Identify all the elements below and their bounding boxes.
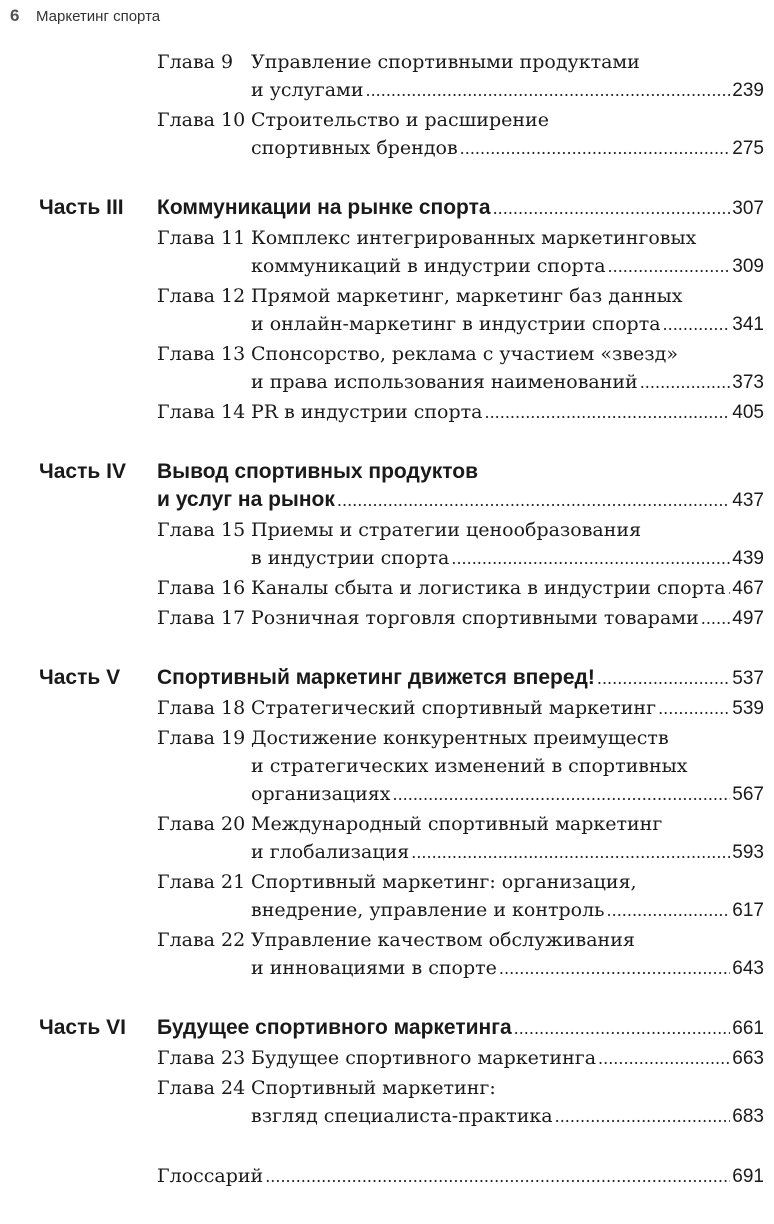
title-text: и инновациями в спорте — [251, 957, 497, 979]
toc-title-line: Спортивный маркетинг: организация, — [251, 871, 637, 893]
chapter-title — [251, 340, 764, 396]
title-text: Будущее спортивного маркетинга — [157, 1016, 512, 1039]
page-ref: 567 — [732, 784, 764, 805]
toc-title-line — [157, 1014, 764, 1042]
chapter-label: Глава 10 — [157, 109, 246, 131]
toc-title-line: Строительство и расширение — [251, 109, 549, 131]
leader-dots — [366, 77, 731, 105]
title-text: внедрение, управление и контроль — [251, 899, 605, 921]
toc-title-line: Приемы и стратегии ценообразования — [251, 519, 642, 541]
leader-dots — [608, 253, 731, 281]
table-of-contents — [0, 48, 774, 1190]
chapter-label: Глава 11 — [157, 227, 246, 249]
part-label: Часть VI — [39, 1016, 126, 1039]
page-number: 6 — [10, 6, 20, 25]
chapter-label: Глава 13 — [157, 343, 246, 365]
toc-title-line — [251, 252, 764, 280]
chapter-title — [251, 224, 764, 280]
leader-dots — [493, 195, 731, 223]
chapter-label: Глава 17 — [157, 607, 246, 629]
chapter-title — [251, 106, 764, 162]
leader-dots — [451, 545, 730, 573]
toc-part-entry[interactable] — [0, 664, 774, 692]
title-text: взгляд специалиста-практика — [251, 1105, 553, 1127]
title-text: и услуг на рынок — [157, 488, 335, 511]
title-text: и глобализация — [251, 841, 410, 863]
leader-dots — [485, 399, 731, 427]
toc-title-line: Управление спортивными продуктами — [251, 51, 640, 73]
chapter-label: Глава 20 — [157, 813, 246, 835]
title-text: и права использования наименований — [251, 371, 638, 393]
page-ref: 661 — [732, 1018, 764, 1039]
spacer — [0, 634, 774, 664]
title-text: коммуникаций в индустрии спорта — [251, 255, 606, 277]
toc-title-line — [251, 1102, 764, 1130]
chapter-title — [251, 282, 764, 338]
chapter-title — [251, 868, 764, 924]
part-label: Часть III — [39, 196, 124, 219]
page-ref: 373 — [732, 372, 764, 393]
page-ref: 275 — [732, 138, 764, 159]
toc-title-line: Прямой маркетинг, маркетинг баз данных — [251, 285, 683, 307]
toc-title-line — [251, 398, 764, 426]
toc-title-line — [251, 780, 764, 808]
toc-chapter-entry[interactable] — [0, 48, 774, 104]
part-title — [157, 664, 764, 692]
chapter-label: Глава 9 — [157, 51, 234, 73]
toc-title-line — [157, 664, 764, 692]
spacer — [0, 164, 774, 194]
leader-dots — [598, 1045, 730, 1073]
title-text: Спортивный маркетинг движется вперед! — [157, 666, 595, 689]
toc-chapter-entry[interactable] — [0, 574, 774, 602]
chapter-title — [251, 398, 764, 426]
toc-title-line: Достижение конкурентных преимуществ — [251, 727, 669, 749]
toc-title-line — [251, 76, 764, 104]
chapter-label: Глава 22 — [157, 929, 246, 951]
chapter-label: Глава 18 — [157, 697, 246, 719]
leader-dots — [499, 955, 730, 983]
toc-title-line — [251, 368, 764, 396]
toc-chapter-entry[interactable] — [0, 694, 774, 722]
toc-chapter-entry[interactable] — [0, 340, 774, 396]
toc-title-line — [251, 896, 764, 924]
chapter-title — [251, 694, 764, 722]
toc-title-line: Комплекс интегрированных маркетинговых — [251, 227, 697, 249]
title-text: организациях — [251, 783, 391, 805]
chapter-label: Глава 19 — [157, 727, 246, 749]
leader-dots — [555, 1103, 731, 1131]
toc-part-entry[interactable] — [0, 1014, 774, 1042]
toc-title-line — [157, 1162, 764, 1190]
toc-chapter-entry[interactable] — [0, 516, 774, 572]
chapter-label: Глава 15 — [157, 519, 246, 541]
title-text: Глоссарий — [157, 1165, 264, 1187]
toc-title-line: Международный спортивный маркетинг — [251, 813, 663, 835]
toc-title-line — [251, 838, 764, 866]
title-text: Стратегический спортивный маркетинг — [251, 697, 657, 719]
spacer — [0, 428, 774, 458]
leader-dots — [460, 135, 731, 163]
leader-dots — [640, 369, 731, 397]
toc-chapter-entry[interactable] — [0, 282, 774, 338]
chapter-label: Глава 14 — [157, 401, 246, 423]
chapter-title — [251, 810, 764, 866]
chapter-label: Глава 16 — [157, 577, 246, 599]
title-text: Розничная торговля спортивными товарами — [251, 607, 699, 629]
page-ref: 497 — [732, 608, 764, 629]
title-text: и онлайн-маркетинг в индустрии спорта — [251, 313, 661, 335]
part-label: Часть IV — [39, 460, 126, 483]
toc-part-entry[interactable] — [0, 194, 774, 222]
page-ref: 539 — [732, 698, 764, 719]
page-ref: 467 — [732, 578, 764, 599]
part-title — [157, 458, 764, 514]
toc-title-line: Управление качеством обслуживания — [251, 929, 635, 951]
toc-part-entry[interactable] — [0, 458, 774, 514]
title-text: и услугами — [251, 79, 364, 101]
chapter-label: Глава 21 — [157, 871, 246, 893]
chapter-title — [251, 516, 764, 572]
page-ref: 405 — [732, 402, 764, 423]
chapter-title — [251, 724, 764, 808]
toc-chapter-entry[interactable] — [0, 398, 774, 426]
chapter-title — [251, 574, 764, 602]
title-text: спортивных брендов — [251, 137, 458, 159]
page-ref: 437 — [732, 490, 764, 511]
toc-title-line — [251, 134, 764, 162]
title-text: PR в индустрии спорта — [251, 401, 483, 423]
spacer — [0, 984, 774, 1014]
leader-dots — [728, 575, 731, 603]
toc-title-line — [157, 194, 764, 222]
page-ref: 643 — [732, 958, 764, 979]
toc-chapter-entry[interactable] — [0, 810, 774, 866]
toc-title-line: Спортивный маркетинг: — [251, 1077, 496, 1099]
page-ref: 537 — [732, 668, 764, 689]
leader-dots — [607, 897, 731, 925]
page-ref: 617 — [732, 900, 764, 921]
page-ref: 307 — [732, 198, 764, 219]
toc-title-line — [251, 574, 764, 602]
toc-title-line — [251, 544, 764, 572]
part-title — [157, 194, 764, 222]
toc-title-line — [251, 604, 764, 632]
page-ref: 439 — [732, 548, 764, 569]
page-ref: 341 — [732, 314, 764, 335]
chapter-label: Глава 24 — [157, 1077, 246, 1099]
chapter-title — [251, 48, 764, 104]
page-ref: 239 — [732, 80, 764, 101]
leader-dots — [663, 311, 731, 339]
leader-dots — [337, 487, 730, 515]
leader-dots — [597, 665, 730, 693]
toc-title-line — [251, 694, 764, 722]
toc-title-line — [251, 1044, 764, 1072]
toc-chapter-entry[interactable] — [0, 1044, 774, 1072]
leader-dots — [411, 839, 730, 867]
leader-dots — [514, 1015, 731, 1043]
page-ref: 663 — [732, 1048, 764, 1069]
chapter-title — [251, 604, 764, 632]
glossary-title — [157, 1162, 764, 1190]
toc-chapter-entry[interactable] — [0, 724, 774, 808]
toc-glossary-entry[interactable] — [0, 1162, 774, 1190]
toc-chapter-entry[interactable] — [0, 106, 774, 162]
chapter-title — [251, 1074, 764, 1130]
toc-title-line — [251, 954, 764, 982]
leader-dots — [265, 1163, 730, 1191]
running-title: Маркетинг спорта — [36, 8, 161, 25]
part-label: Часть V — [39, 666, 121, 689]
title-text: Будущее спортивного маркетинга — [251, 1047, 597, 1069]
chapter-label: Глава 23 — [157, 1047, 246, 1069]
page-ref: 309 — [732, 256, 764, 277]
page-ref: 683 — [732, 1106, 764, 1127]
chapter-title — [251, 926, 764, 982]
toc-title-line — [251, 310, 764, 338]
toc-title-line: Вывод спортивных продуктов — [157, 460, 479, 483]
leader-dots — [658, 695, 730, 723]
chapter-title — [251, 1044, 764, 1072]
toc-chapter-entry[interactable] — [0, 926, 774, 982]
page-ref: 691 — [732, 1166, 764, 1187]
toc-chapter-entry[interactable] — [0, 868, 774, 924]
leader-dots — [701, 605, 731, 633]
part-title — [157, 1014, 764, 1042]
toc-title-line — [157, 486, 764, 514]
chapter-label: Глава 12 — [157, 285, 246, 307]
toc-chapter-entry[interactable] — [0, 224, 774, 280]
toc-title-line: Спонсорство, реклама с участием «звезд» — [251, 343, 678, 365]
page-ref: 593 — [732, 842, 764, 863]
page-header — [10, 6, 160, 30]
toc-chapter-entry[interactable] — [0, 1074, 774, 1130]
title-text: Каналы сбыта и логистика в индустрии спорта — [251, 577, 726, 599]
title-text: Коммуникации на рынке спорта — [157, 196, 491, 219]
leader-dots — [393, 781, 731, 809]
title-text: в индустрии спорта — [251, 547, 450, 569]
toc-chapter-entry[interactable] — [0, 604, 774, 632]
spacer — [0, 1132, 774, 1162]
toc-title-line: и стратегических изменений в спортивных — [251, 755, 688, 777]
